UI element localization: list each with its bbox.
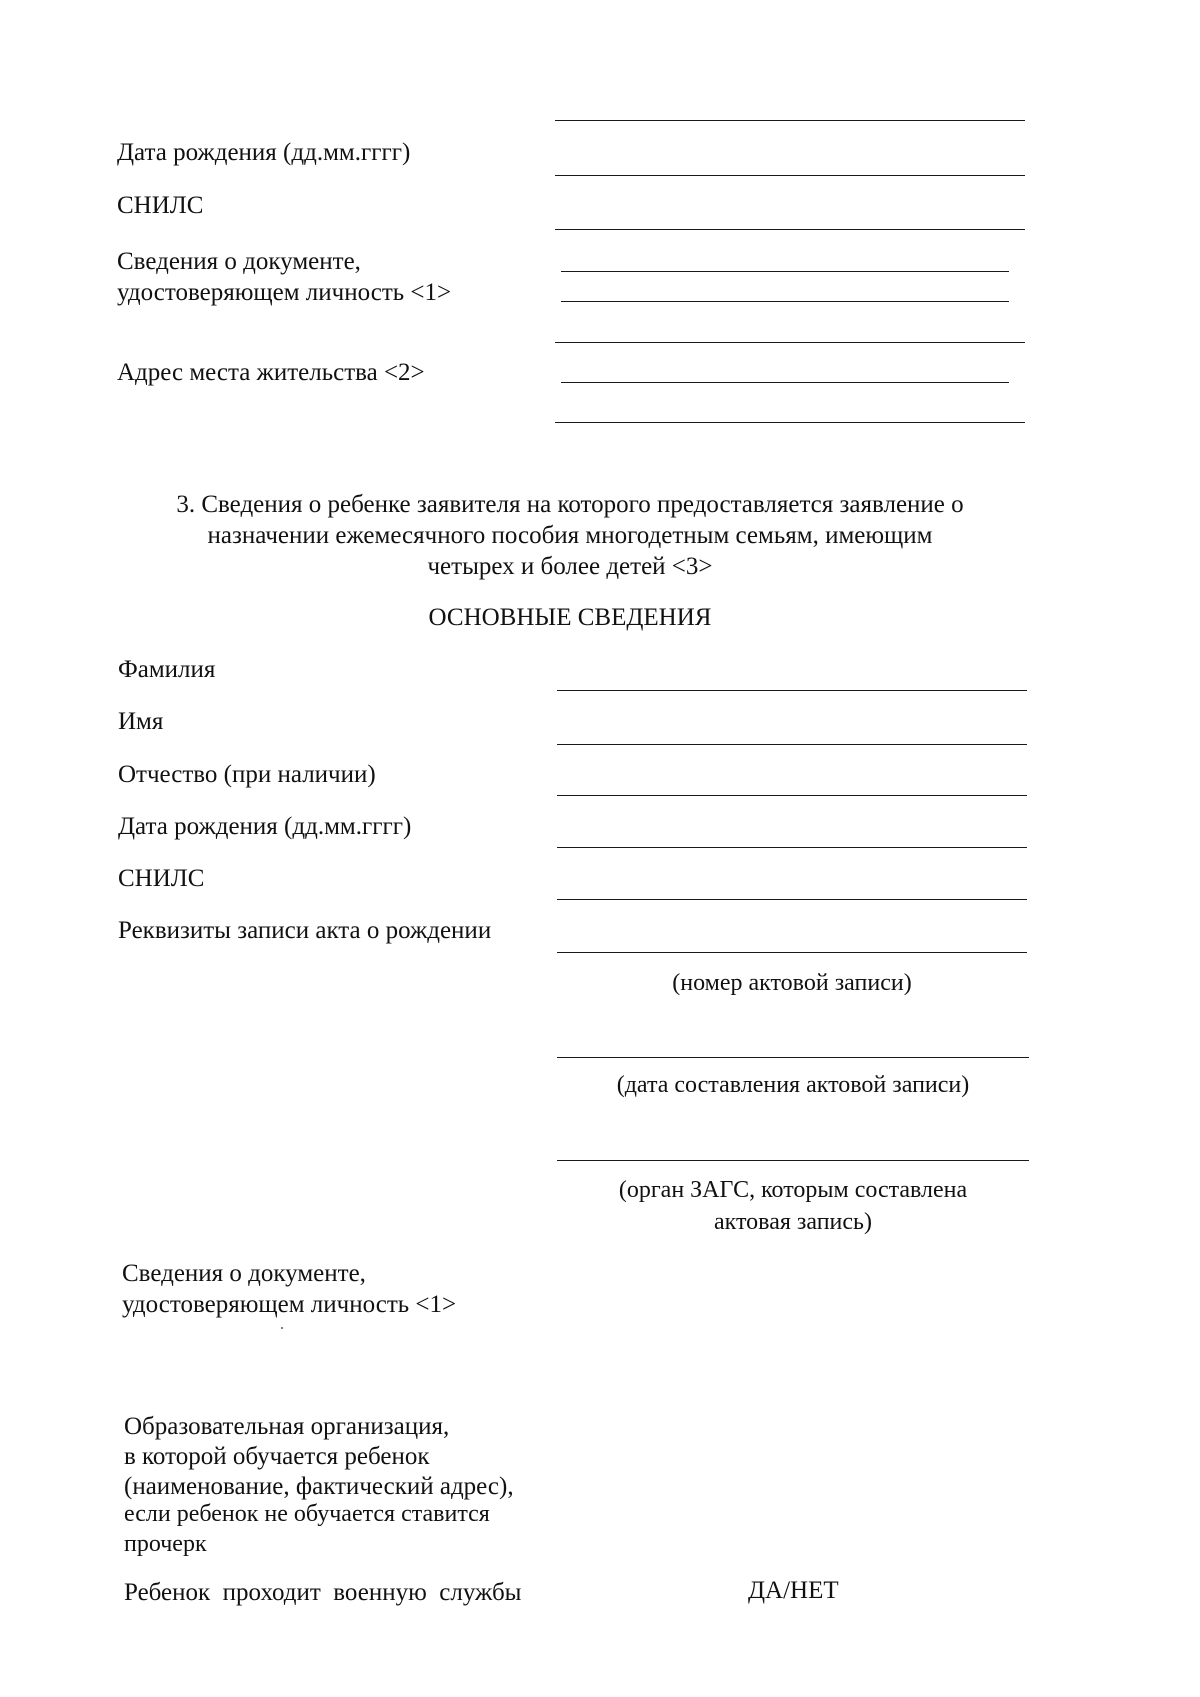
applicant-field-line-top[interactable] (555, 120, 1025, 121)
child-snils-line[interactable] (557, 899, 1027, 900)
child-education-label-2: в которой обучается ребенок (124, 1443, 430, 1470)
section3-subheading: ОСНОВНЫЕ СВЕДЕНИЯ (428, 604, 712, 631)
child-education-label-4: если ребенок не обучается ставится (124, 1501, 490, 1527)
scan-speck (281, 1327, 283, 1329)
child-name-label: Имя (118, 708, 164, 735)
applicant-identity-doc-line-1[interactable] (561, 271, 1009, 272)
child-military-label: Ребенок проходит военную службы (124, 1579, 522, 1606)
applicant-identity-doc-label-2: удостоверяющем личность <1> (117, 279, 452, 306)
child-surname-line[interactable] (557, 690, 1027, 691)
child-record-date-line[interactable] (557, 1057, 1029, 1058)
applicant-snils-label: СНИЛС (117, 192, 204, 219)
child-identity-doc-label-1: Сведения о документе, (122, 1260, 366, 1287)
child-identity-doc-label-2: удостоверяющем личность <1> (122, 1291, 457, 1318)
child-education-label-5: прочерк (124, 1531, 207, 1557)
child-record-date-caption: (дата составления актовой записи) (616, 1072, 970, 1098)
child-patronymic-line[interactable] (557, 795, 1027, 796)
applicant-snils-line[interactable] (555, 229, 1025, 230)
child-record-number-caption: (номер актовой записи) (672, 970, 912, 996)
section3-title-line3: четырех и более детей <3> (427, 553, 713, 580)
child-registry-office-caption-2: актовая запись) (714, 1209, 872, 1235)
child-education-label-3: (наименование, фактический адрес), (124, 1473, 514, 1500)
child-snils-label: СНИЛС (118, 865, 205, 892)
child-surname-label: Фамилия (118, 656, 216, 683)
child-birth-record-label: Реквизиты записи акта о рождении (118, 917, 492, 944)
applicant-address-line-1[interactable] (555, 342, 1025, 343)
child-patronymic-label: Отчество (при наличии) (118, 761, 376, 788)
applicant-identity-doc-line-2[interactable] (561, 301, 1009, 302)
applicant-address-line-3[interactable] (555, 422, 1025, 423)
applicant-identity-doc-label-1: Сведения о документе, (117, 248, 361, 275)
child-birth-date-label: Дата рождения (дд.мм.гггг) (118, 813, 412, 840)
child-name-line[interactable] (557, 744, 1027, 745)
section3-title-line2: назначении ежемесячного пособия многодетным семьям, имеющим (207, 522, 933, 549)
child-registry-office-caption-1: (орган ЗАГС, которым составлена (618, 1177, 968, 1203)
applicant-address-line-2[interactable] (561, 382, 1009, 383)
child-record-number-line[interactable] (557, 952, 1027, 953)
child-education-label-1: Образовательная организация, (124, 1413, 450, 1440)
child-birth-date-line[interactable] (557, 847, 1027, 848)
child-registry-office-line[interactable] (557, 1160, 1029, 1161)
applicant-address-label: Адрес места жительства <2> (117, 359, 425, 386)
section3-title-line1: 3. Сведения о ребенке заявителя на которого предоставляется заявление о (176, 491, 964, 518)
applicant-birth-date-label: Дата рождения (дд.мм.гггг) (117, 139, 411, 166)
applicant-birth-date-line[interactable] (555, 175, 1025, 176)
child-military-value[interactable]: ДА/НЕТ (748, 1577, 839, 1604)
